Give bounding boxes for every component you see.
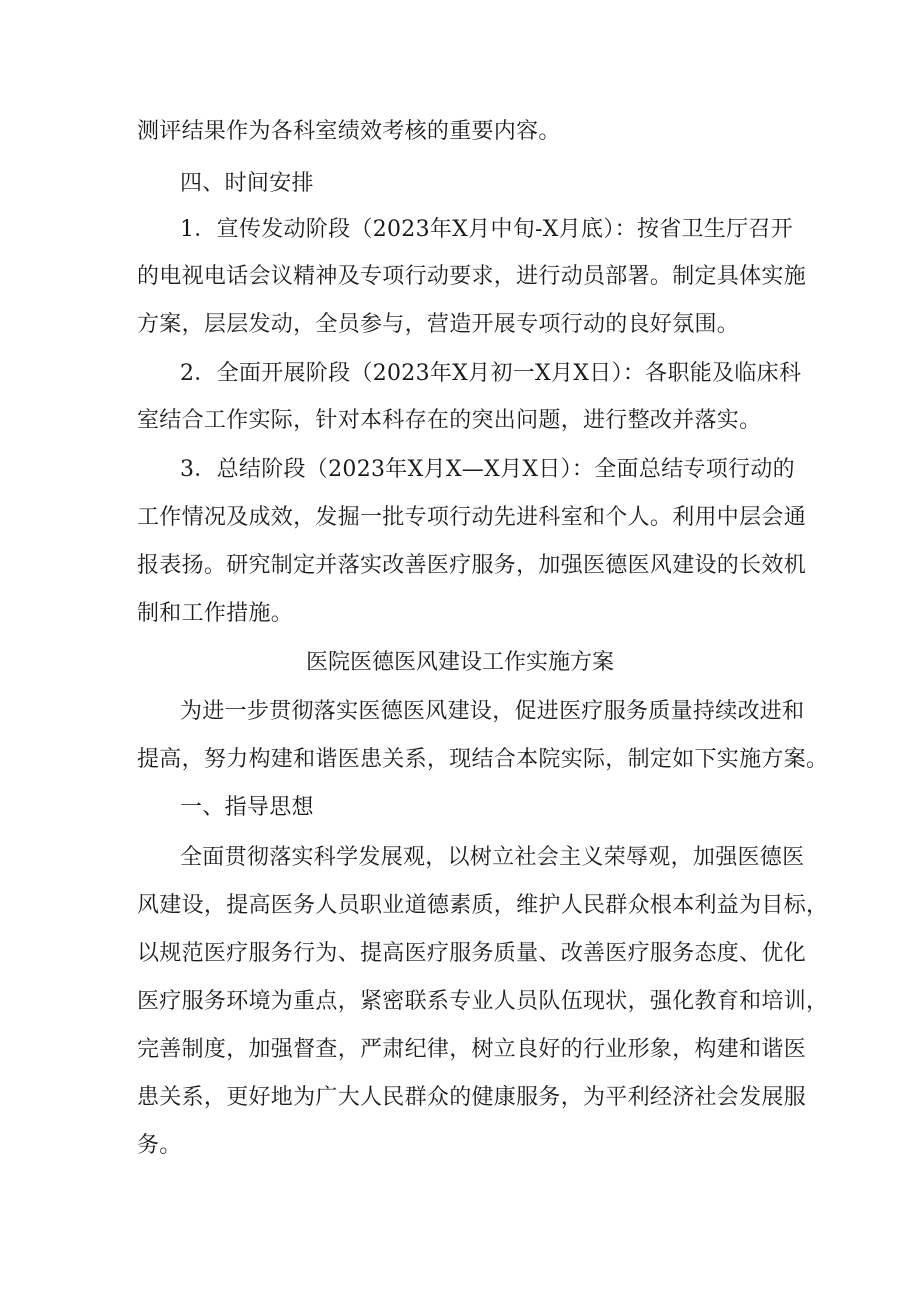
paragraph-line: 3．总结阶段（2023年X月X—X月X日）：全面总结专项行动的 — [180, 457, 795, 482]
paragraph-line: 完善制度，加强督查，严肃纪律，树立良好的行业形象，构建和谐医 — [137, 1037, 807, 1062]
paragraph-line: 的电视电话会议精神及专项行动要求，进行动员部署。制定具体实施 — [137, 264, 807, 289]
paragraph-line: 医疗服务环境为重点，紧密联系专业人员队伍现状，强化教育和培训， — [137, 989, 829, 1014]
paragraph-line: 患关系，更好地为广大人民群众的健康服务，为平利经济社会发展服 — [137, 1085, 807, 1110]
paragraph-line: 为进一步贯彻落实医德医风建设，促进医疗服务质量持续改进和 — [180, 699, 805, 724]
document-title: 医院医德医风建设工作实施方案 — [305, 650, 614, 675]
paragraph-line: 全面贯彻落实科学发展观，以树立社会主义荣辱观，加强医德医 — [180, 845, 805, 870]
paragraph-line: 提高，努力构建和谐医患关系，现结合本院实际，制定如下实施方案。 — [137, 747, 829, 772]
paragraph-line: 报表扬。研究制定并落实改善医疗服务，加强医德医风建设的长效机 — [137, 553, 807, 578]
paragraph-line: 1．宣传发动阶段（2023年X月中旬-X月底）：按省卫生厅召开 — [180, 217, 794, 242]
paragraph-line: 测评结果作为各科室绩效考核的重要内容。 — [137, 119, 561, 144]
paragraph-line: 2．全面开展阶段（2023年X月初一X月X日）：各职能及临床科 — [180, 361, 802, 386]
paragraph-line: 方案，层层发动，全员参与，营造开展专项行动的良好氛围。 — [137, 312, 740, 337]
paragraph-line: 风建设，提高医务人员职业道德素质，维护人民群众根本利益为目标， — [137, 893, 829, 918]
section-heading-schedule: 四、时间安排 — [180, 171, 314, 196]
paragraph-line: 工作情况及成效，发掘一批专项行动先进科室和个人。利用中层会通 — [137, 505, 807, 530]
section-heading-guiding-ideology: 一、指导思想 — [180, 795, 314, 820]
paragraph-line: 制和工作措施。 — [137, 601, 294, 626]
paragraph-line: 务。 — [137, 1133, 182, 1158]
paragraph-line: 以规范医疗服务行为、提高医疗服务质量、改善医疗服务态度、优化 — [137, 941, 807, 966]
paragraph-line: 室结合工作实际，针对本科存在的突出问题，进行整改并落实。 — [137, 408, 762, 433]
